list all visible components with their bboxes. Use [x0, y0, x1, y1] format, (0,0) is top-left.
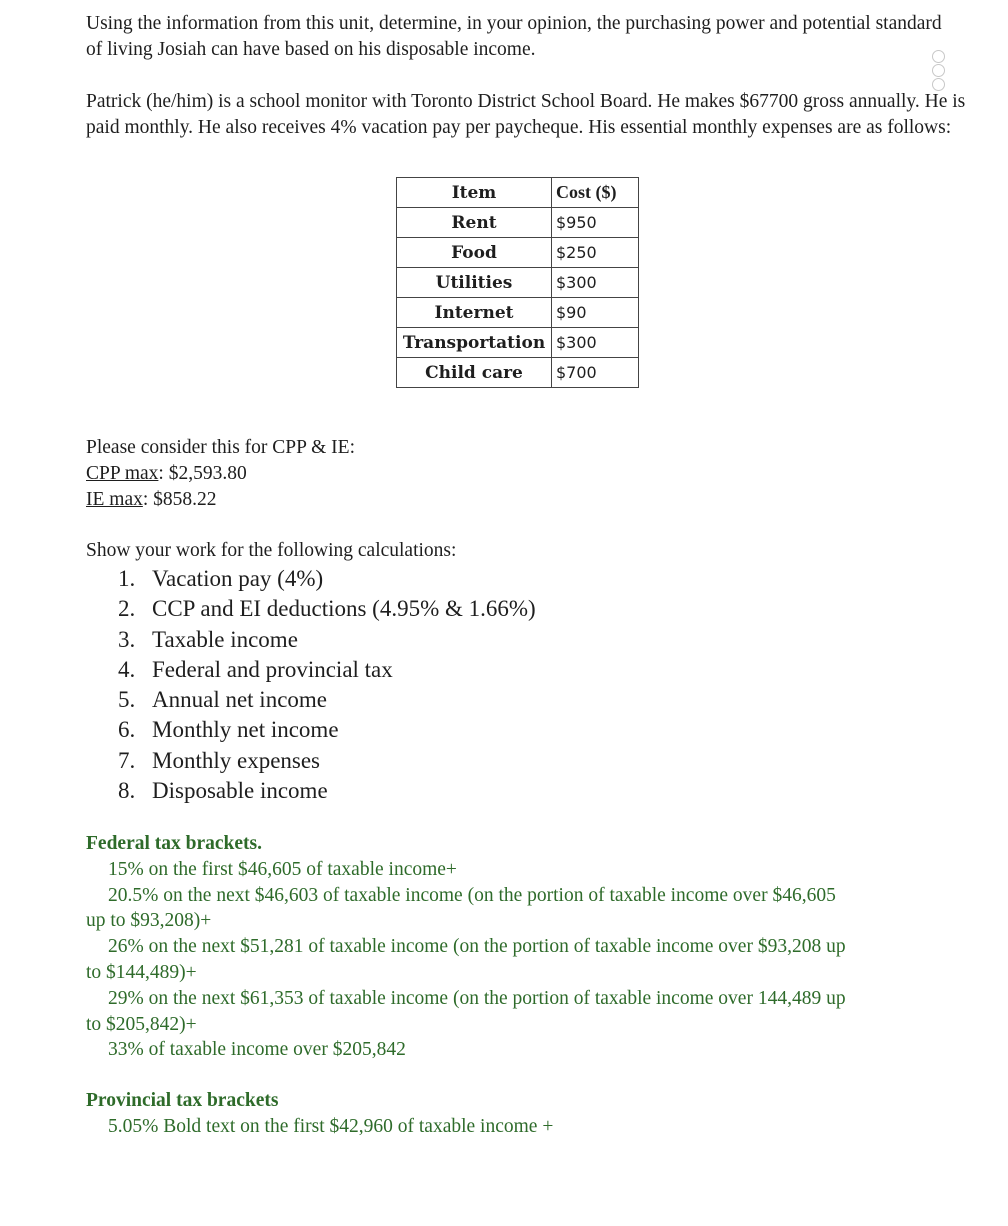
cpp-max-label: CPP max — [86, 463, 159, 484]
cpp-max-value: : $2,593.80 — [158, 463, 247, 484]
list-item-number: 6. — [118, 717, 136, 743]
federal-bracket-4: 29% on the next $61,353 of taxable income (on the portion of taxable income over 144,489 up — [108, 987, 846, 1009]
list-item-text: Disposable income — [152, 778, 328, 804]
federal-bracket-2-cont: up to $93,208)+ — [86, 910, 212, 932]
table-cell-item: Transportation — [397, 328, 552, 358]
table-cell-item: Child care — [397, 358, 552, 388]
table-cell-item: Food — [397, 238, 552, 268]
ie-max-value: : $858.22 — [142, 489, 217, 510]
list-item-text: CCP and EI deductions (4.95% & 1.66%) — [152, 596, 536, 622]
table-row — [397, 298, 639, 328]
provincial-tax-brackets — [86, 1088, 553, 1140]
list-item — [118, 625, 536, 655]
table-cell-item: Utilities — [397, 268, 552, 298]
list-item — [118, 564, 536, 594]
table-row — [397, 238, 639, 268]
scenario-text-2: annually. He is paid monthly. He also receives 4% vacation pay per paycheque. His essential monthly expenses are as follows: — [86, 91, 966, 138]
scroll-dot-icon — [932, 64, 945, 77]
list-item-text: Monthly net income — [152, 717, 339, 743]
list-item-number: 7. — [118, 747, 136, 773]
list-item — [118, 685, 536, 715]
table-cell-item: Rent — [397, 208, 552, 238]
list-item-text: Taxable income — [152, 626, 298, 652]
scroll-dot-icon — [932, 50, 945, 63]
federal-bracket-4-cont: to $205,842)+ — [86, 1013, 197, 1035]
list-item — [118, 746, 536, 776]
list-item-number: 2. — [118, 596, 136, 622]
federal-bracket-3-cont: to $144,489)+ — [86, 961, 197, 983]
list-item-number: 1. — [118, 566, 136, 591]
calculations-intro: Show your work for the following calculations: — [86, 540, 457, 561]
expenses-table — [396, 177, 639, 388]
scenario-text-1: Patrick (he/him) is a school monitor with Toronto District School Board. He makes $67700 — [86, 91, 803, 112]
cpp-ie-block — [86, 435, 355, 513]
list-item-text: Vacation pay (4%) — [152, 566, 324, 591]
table-cell-cost: $250 — [552, 238, 639, 268]
list-item-text: Federal and provincial tax — [152, 656, 393, 682]
table-row — [397, 208, 639, 238]
list-item — [118, 776, 536, 806]
list-item-number: 3. — [118, 626, 136, 652]
federal-bracket-3: 26% on the next $51,281 of taxable income (on the portion of taxable income over $93,208 up — [108, 936, 846, 958]
federal-bracket-2: 20.5% on the next $46,603 of taxable income (on the portion of taxable income over $46,605 — [108, 884, 836, 906]
table-cell-cost: $700 — [552, 358, 639, 388]
provincial-heading: Provincial tax brackets — [86, 1090, 279, 1111]
cpp-max-line — [86, 461, 355, 487]
table-row — [397, 358, 639, 388]
table-cell-item: Internet — [397, 298, 552, 328]
scenario-gross-word: gross — [802, 91, 845, 112]
table-header-item: Item — [397, 178, 552, 208]
list-item-number: 8. — [118, 778, 136, 804]
list-item-number: 5. — [118, 687, 136, 713]
federal-bracket-5: 33% of taxable income over $205,842 — [108, 1039, 406, 1061]
list-item — [118, 655, 536, 685]
scenario-paragraph — [86, 89, 966, 141]
table-cell-cost: $300 — [552, 268, 639, 298]
federal-heading: Federal tax brackets. — [86, 833, 262, 854]
table-row — [397, 268, 639, 298]
table-cell-cost: $90 — [552, 298, 639, 328]
federal-tax-brackets — [86, 831, 966, 1063]
table-cell-cost: $300 — [552, 328, 639, 358]
table-row — [397, 328, 639, 358]
list-item-number: 4. — [118, 656, 136, 682]
provincial-bracket-1: 5.05% Bold text on the first $42,960 of taxable income + — [108, 1115, 554, 1137]
list-item-text: Annual net income — [152, 687, 328, 713]
calculations-list — [118, 564, 536, 806]
cpp-ie-title: Please consider this for CPP & IE: — [86, 437, 356, 458]
scroll-indicator[interactable] — [932, 50, 946, 92]
list-item-text: Monthly expenses — [152, 747, 321, 773]
federal-bracket-1: 15% on the first $46,605 of taxable income+ — [108, 858, 457, 880]
ie-max-label: IE max — [86, 489, 143, 510]
list-item — [118, 594, 536, 624]
intro-paragraph: Using the information from this unit, determine, in your opinion, the purchasing power and potential standard of living Josiah can have based on his disposable income. — [86, 13, 942, 60]
scroll-dot-icon — [932, 78, 945, 91]
ie-max-line — [86, 487, 355, 513]
table-header-row — [397, 178, 639, 208]
table-header-cost: Cost ($) — [552, 178, 639, 208]
table-cell-cost: $950 — [552, 208, 639, 238]
list-item — [118, 715, 536, 745]
